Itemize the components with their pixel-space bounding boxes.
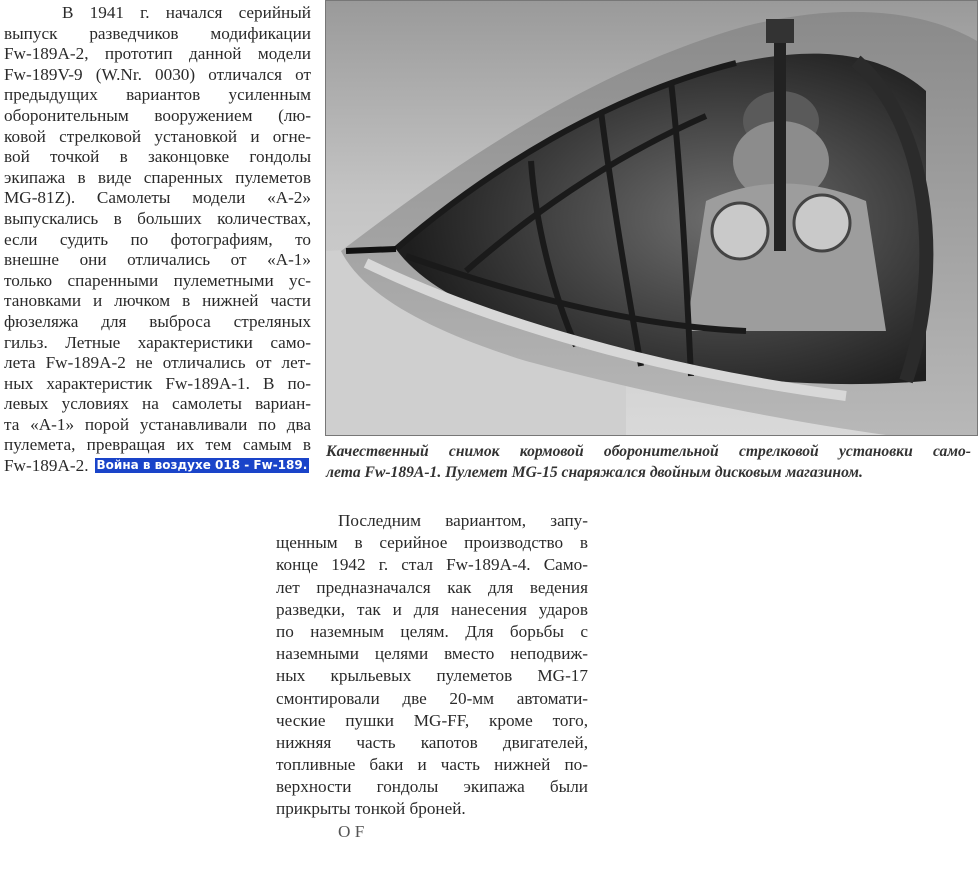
- photo-rear-gunner: [325, 0, 978, 436]
- paragraph-line: В 1941 г. начался серийный: [62, 3, 311, 22]
- paragraph-line: вой точкой в законцовке гондолы: [4, 147, 311, 167]
- paragraph-line: смонтировали две 20-мм автомати-: [276, 688, 588, 708]
- paragraph-line: ных крыльевых пулеметов MG-17: [276, 666, 588, 686]
- paragraph-line: лета Fw-189А-2 не отличались от лет-: [4, 353, 311, 373]
- paragraph-line: щенным в серийное производство в: [276, 533, 588, 553]
- photo-illustration: [326, 1, 977, 435]
- paragraph-line: Последним вариантом, запу-: [338, 511, 588, 530]
- paragraph-line: внешне они отличались от «А-1»: [4, 250, 311, 270]
- paragraph-line: предыдущих вариантов усиленным: [4, 85, 311, 105]
- paragraph-line: тановками и лючком в нижней части: [4, 291, 311, 311]
- left-text-column: [4, 3, 311, 477]
- paragraph-line: ковой стрелковой установкой и огне-: [4, 126, 311, 146]
- paragraph-line: фюзеляжа для выброса стреляных: [4, 311, 311, 331]
- cut-off-line: О F: [338, 821, 365, 841]
- paragraph-line-text: Fw-189А-2.: [4, 456, 89, 476]
- paragraph-line: пулемета, превращая их тем самым в: [4, 435, 311, 455]
- paragraph-last-line: [4, 456, 311, 477]
- paragraph-line: левых условиях на самолеты вариан-: [4, 394, 311, 414]
- paragraph-line: разведки, так и для нанесения ударов: [276, 599, 588, 619]
- paragraph-line: конце 1942 г. стал Fw-189А-4. Само-: [276, 555, 588, 575]
- paragraph-line: только спаренными пулеметными ус-: [4, 270, 311, 290]
- selection-highlight-tag[interactable]: Война в воздухе 018 - Fw-189.: [96, 458, 308, 473]
- photo-caption: [326, 441, 971, 483]
- paragraph-line: экипажа в виде спаренных пулеметов: [4, 167, 311, 187]
- paragraph-line: оборонительным вооружением (лю-: [4, 105, 311, 125]
- paragraph-line: выпуск разведчиков модификации: [4, 23, 311, 43]
- paragraph-line: ческие пушки MG-FF, кроме того,: [276, 710, 588, 730]
- paragraph-line: MG-81Z). Самолеты модели «А-2»: [4, 188, 311, 208]
- paragraph-line: прикрыты тонкой броней.: [276, 799, 466, 819]
- paragraph-line: та «А-1» порой устанавливали по два: [4, 414, 311, 434]
- paragraph-line: гильз. Летные характеристики само-: [4, 332, 311, 352]
- paragraph-line: если судить по фотографиям, то: [4, 229, 311, 249]
- paragraph-line: Fw-189V-9 (W.Nr. 0030) отличался от: [4, 64, 311, 84]
- paragraph-line: верхности гондолы экипажа были: [276, 777, 588, 797]
- caption-line: лета Fw-189А-1. Пулемет MG-15 снаряжался двойным дисковым магазином.: [326, 464, 863, 481]
- paragraph-line: лет предназначался как для ведения: [276, 577, 588, 597]
- caption-line: Качественный снимок кормовой оборонительной стрелковой установки само-: [326, 443, 971, 460]
- paragraph-line: Fw-189А-2, прототип данной модели: [4, 44, 311, 64]
- middle-text-column: [276, 510, 588, 841]
- paragraph-line: ных характеристик Fw-189А-1. В по-: [4, 373, 311, 393]
- paragraph-line: наземными целями вместо неподвиж-: [276, 644, 588, 664]
- paragraph-line: по наземным целям. Для борьбы с: [276, 621, 588, 641]
- paragraph-line: нижняя часть капотов двигателей,: [276, 732, 588, 752]
- paragraph-line: топливные баки и часть нижней по-: [276, 755, 588, 775]
- paragraph-line: выпускались в больших количествах,: [4, 208, 311, 228]
